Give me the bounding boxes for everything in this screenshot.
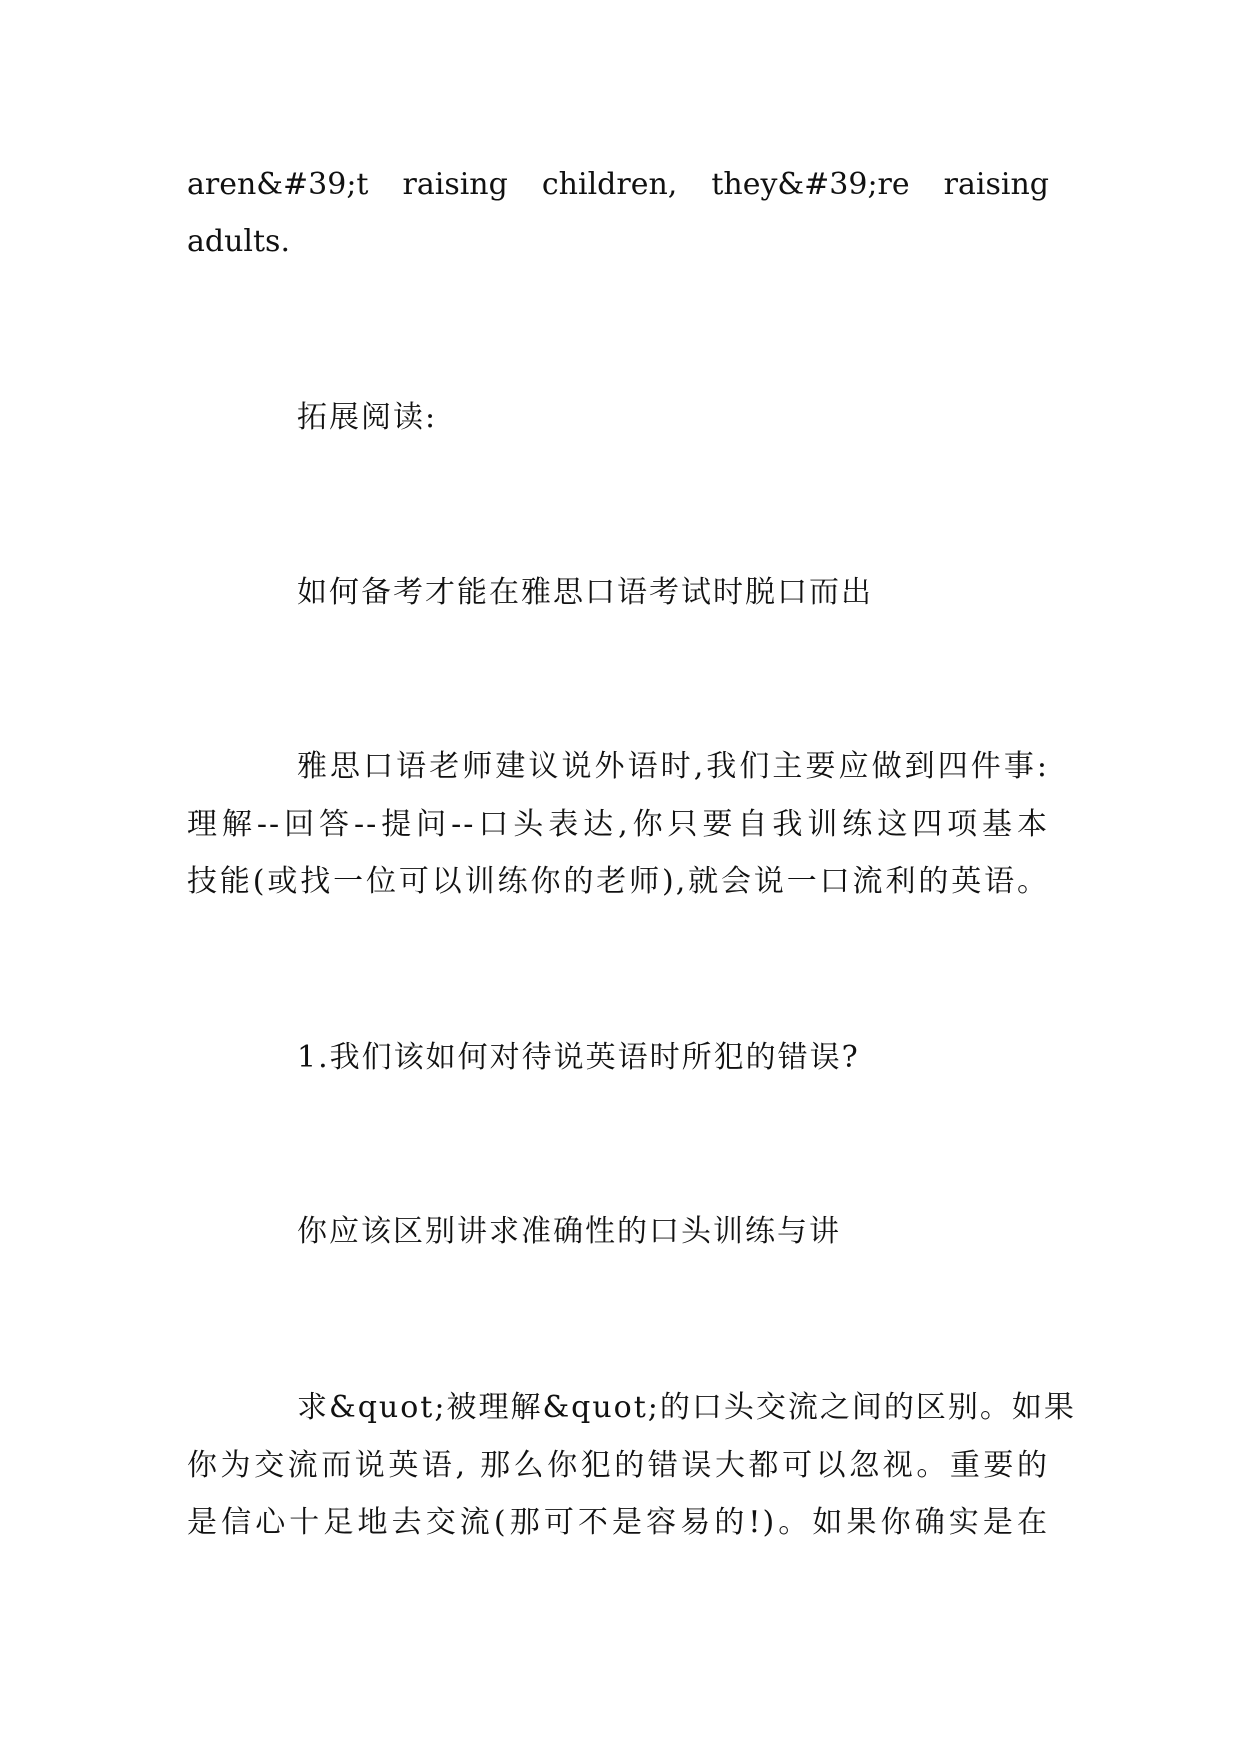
para1-line3: 技能(或找一位可以训练你的老师),就会说一口流利的英语。 <box>187 864 1049 899</box>
intro-line-1 <box>187 156 1049 214</box>
intro-word: raising <box>943 167 1049 202</box>
para1-line1: 雅思口语老师建议说外语时,我们主要应做到四件事: <box>297 749 1049 784</box>
intro-line-2: adults. <box>187 224 290 259</box>
intro-word: children, <box>541 167 678 202</box>
extended-reading-label: 拓展阅读: <box>297 400 438 435</box>
intro-word: aren&#39;t <box>187 167 369 202</box>
intro-word: they&#39;re <box>711 167 910 202</box>
intro-word: raising <box>402 167 508 202</box>
question-1: 1.我们该如何对待说英语时所犯的错误? <box>297 1040 860 1075</box>
para1-line2: 理解--回答--提问--口头表达,你只要自我训练这四项基本 <box>187 807 1049 842</box>
article-title: 如何备考才能在雅思口语考试时脱口而出 <box>297 575 873 610</box>
para3-line1: 求&quot;被理解&quot;的口头交流之间的区别。如果 <box>297 1390 1076 1425</box>
para3-line3: 是信心十足地去交流(那可不是容易的!)。如果你确实是在 <box>187 1505 1049 1540</box>
para3-line2: 你为交流而说英语, 那么你犯的错误大都可以忽视。重要的 <box>187 1448 1049 1483</box>
para2-line1: 你应该区别讲求准确性的口头训练与讲 <box>297 1214 841 1249</box>
